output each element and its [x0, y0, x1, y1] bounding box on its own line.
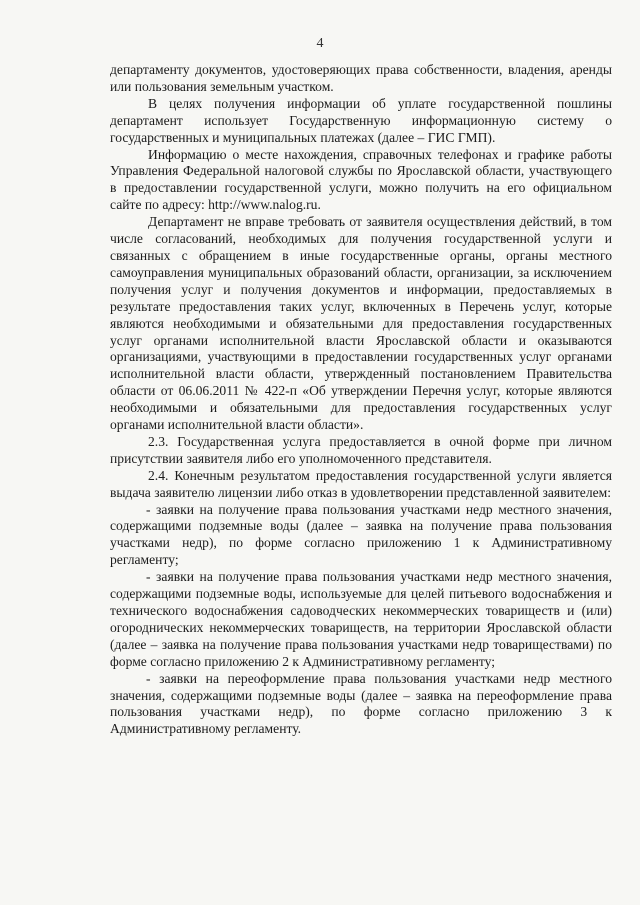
paragraph-continuation: департаменту документов, удостоверяющих права собственности, владения, аренды или пользования земельным участком.	[110, 62, 612, 94]
paragraph-department-restrictions: Департамент не вправе требовать от заявителя осуществления действий, в том числе согласований, необходимых для получения государственной услуги и связанных с обращением в иные государственные органы, органы местного самоуправления муниципальных образований области, организации, за исключением получения услуг и получения документов и информации, предоставляемых в результате предоставления таких услуг, включенных в Перечень услуг, которые являются необходимыми и обязательными для предоставления государственных услуг органами исполнительной власти Ярославской области и оказываются организациями, участвующими в предоставлении государственных услуг органами исполнительной власти области, утвержденный постановлением Правительства области от 06.06.2011 № 422-п «Об утверждении Перечня услуг, которые являются необходимыми и обязательными для предоставления государственных услуг органами исполнительной власти области».	[110, 214, 612, 433]
list-item-application-3: - заявки на переоформление права пользования участками недр местного значения, содержащими подземные воды (далее – заявка на переоформление права пользования участками недр), по форме согласно приложению 3 к Административному регламенту.	[110, 670, 612, 737]
paragraph-tax-service-info: Информацию о месте нахождения, справочных телефонах и графике работы Управления Федеральной налоговой службы по Ярославской области, участвующего в предоставлении государственной услуги, можно получить на его официальном сайте по адресу: http://www.nalog.ru.	[110, 146, 612, 213]
list-item-application-2: - заявки на получение права пользования участками недр местного значения, содержащими подземные воды, используемые для целей питьевого водоснабжения и технического водоснабжения садоводческих некоммерческих товариществ и (или) огороднических некоммерческих товариществ, на территории Ярославской области (далее – заявка на получение права пользования участками недр товариществами) по форме согласно приложению 2 к Административному регламенту;	[110, 569, 612, 669]
list-item-application-1: - заявки на получение права пользования участками недр местного значения, содержащими подземные воды (далее – заявка на получение права пользования участками недр), по форме согласно приложению 1 к Административному регламенту;	[110, 501, 612, 568]
document-body	[110, 62, 612, 738]
paragraph-gis-gmp: В целях получения информации об уплате государственной пошлины департамент использует Государственную информационную систему о государственных и муниципальных платежах (далее – ГИС ГМП).	[110, 95, 612, 145]
paragraph-section-2-4: 2.4. Конечным результатом предоставления государственной услуги является выдача заявителю лицензии либо отказ в удовлетворении представленной заявителем:	[110, 467, 612, 500]
page-number: 4	[316, 36, 324, 51]
paragraph-section-2-3: 2.3. Государственная услуга предоставляется в очной форме при личном присутствии заявителя либо его уполномоченного представителя.	[110, 433, 612, 466]
